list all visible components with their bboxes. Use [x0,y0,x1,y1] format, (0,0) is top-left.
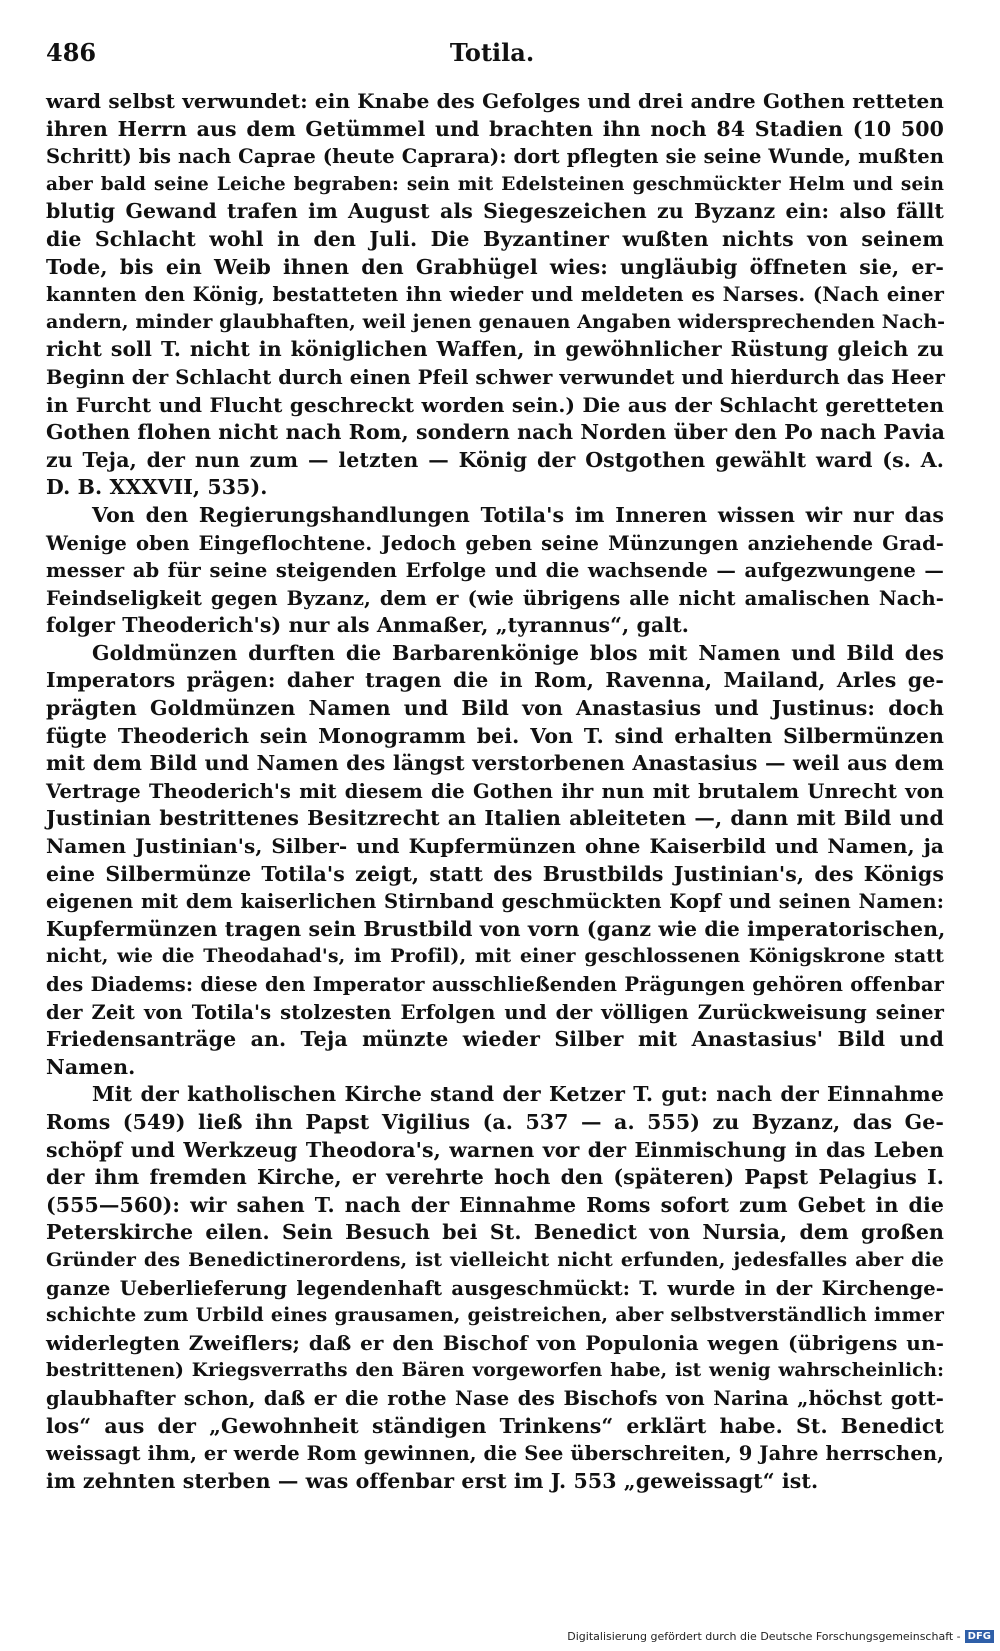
dfg-logo: DFG [965,1630,994,1643]
text-line: schöpf und Werkzeug Theodora's, warnen vor der Einmischung in das Leben [46,1137,944,1162]
text-line: in Furcht und Flucht geschreckt worden sein.) Die aus der Schlacht geretteten [46,392,944,417]
text-line: eigenen mit dem kaiserlichen Stirnband geschmückten Kopf und seinen Namen: [46,890,944,914]
running-title: Totila. [449,38,535,67]
text-line: fügte Theoderich sein Monogramm bei. Von T. sind erhalten Silbermünzen [46,723,944,748]
text-line: glaubhafter schon, daß er die rothe Nase des Bischofs von Narina „höchst gott- [46,1386,944,1410]
text-line: Namen. [46,1054,136,1079]
text-line: Friedensanträge an. Teja münzte wieder Silber mit Anastasius' Bild und [46,1027,944,1052]
text-line: der Zeit von Totila's stolzesten Erfolgen und der völligen Zurückweisung seiner [46,1000,944,1024]
digitization-credit [567,1630,994,1643]
text-line: Schritt) bis nach Caprae (heute Caprara): dort pflegten sie seine Wunde, mußten [46,145,944,169]
text-line: schichte zum Urbild eines grausamen, geistreichen, aber selbstverständlich immer [46,1304,944,1327]
text-line: Namen Justinian's, Silber- und Kupfermünzen ohne Kaiserbild und Namen, ja [46,834,944,859]
text-line: ganze Ueberlieferung legendenhaft ausgeschmückt: T. wurde in der Kirchenge- [46,1276,944,1300]
text-line: messer ab für seine steigenden Erfolge und die wachsende — aufgezwungene — [46,559,944,583]
text-line: Von den Regierungshandlungen Totila's im Inneren wissen wir nur das [92,502,944,527]
text-line: Mit der katholischen Kirche stand der Ketzer T. gut: nach der Einnahme [92,1082,944,1107]
page-header [46,38,938,68]
text-line: prägten Goldmünzen Namen und Bild von Anastasius und Justinus: doch [46,696,944,721]
text-line: D. B. XXXVII, 535). [46,475,268,500]
text-line: der ihm fremden Kirche, er verehrte hoch den (späteren) Papst Pelagius I. [46,1165,944,1190]
credit-text: Digitalisierung gefördert durch die Deutsche Forschungsgemeinschaft - [567,1630,961,1643]
text-line: Feindseligkeit gegen Byzanz, dem er (wie übrigens alle nicht amalischen Nach- [46,586,944,610]
text-line: los“ aus der „Gewohnheit ständigen Trinkens“ erklärt habe. St. Benedict [46,1413,944,1438]
text-line: aber bald seine Leiche begraben: sein mit Edelsteinen geschmückter Helm und sein [46,173,944,195]
text-line: (555—560): wir sahen T. nach der Einnahme Roms sofort zum Gebet in die [46,1192,944,1217]
text-line: Peterskirche eilen. Sein Besuch bei St. Benedict von Nursia, dem großen [46,1220,944,1245]
text-line: eine Silbermünze Totila's zeigt, statt des Brustbilds Justinian's, des Königs [46,861,944,886]
text-line: bestrittenen) Kriegsverraths den Bären vorgeworfen habe, ist wenig wahrscheinlich: [46,1360,944,1382]
text-line: Beginn der Schlacht durch einen Pfeil schwer verwundet und hierdurch das Heer [46,365,946,389]
text-line: folger Theoderich's) nur als Anmaßer, „tyrannus“, galt. [46,613,690,638]
body-text [46,88,944,1495]
text-line: Imperators prägen: daher tragen die in Rom, Ravenna, Mailand, Arles ge- [46,668,944,693]
text-line: andern, minder glaubhaften, weil jenen genauen Angaben widersprechenden Nach- [46,310,946,333]
text-line: weissagt ihm, er werde Rom gewinnen, die See überschreiten, 9 Jahre herrschen, [46,1442,944,1466]
text-line: Vertrage Theoderich's mit diesem die Gothen ihr nun mit brutalem Unrecht von [46,779,944,803]
text-line: richt soll T. nicht in königlichen Waffen, in gewöhnlicher Rüstung gleich zu [46,337,944,362]
text-line: Gründer des Benedictinerordens, ist vielleicht nicht erfunden, jedesfalles aber die [46,1248,944,1271]
text-line: im zehnten sterben — was offenbar erst im J. 553 „geweissagt“ ist. [46,1468,819,1493]
text-line: Roms (549) ließ ihn Papst Vigilius (a. 537 — a. 555) zu Byzanz, das Ge- [46,1109,944,1134]
text-line: ihren Herrn aus dem Getümmel und brachten ihn noch 84 Stadien (10 500 [46,116,944,141]
text-line: die Schlacht wohl in den Juli. Die Byzantiner wußten nichts von seinem [46,226,944,251]
text-line: Goldmünzen durften die Barbarenkönige blos mit Namen und Bild des [92,640,944,665]
text-line: nicht, wie die Theodahad's, im Profil), mit einer geschlossenen Königskrone statt [46,945,944,968]
text-line: widerlegten Zweiflers; daß er den Bischof von Populonia wegen (übrigens un- [46,1330,944,1355]
text-line: Gothen flohen nicht nach Rom, sondern nach Norden über den Po nach Pavia [46,420,946,445]
text-line: Justinian bestrittenes Besitzrecht an Italien ableiteten —, dann mit Bild und [46,806,944,831]
text-line: zu Teja, der nun zum — letzten — König der Ostgothen gewählt ward (s. A. [46,447,944,472]
text-line: Wenige oben Eingeflochtene. Jedoch geben seine Münzungen anziehende Grad- [46,531,944,555]
text-line: blutig Gewand trafen im August als Siegeszeichen zu Byzanz ein: also fällt [46,199,944,224]
text-line: Tode, bis ein Weib ihnen den Grabhügel wies: ungläubig öffneten sie, er- [46,254,944,279]
text-line: Kupfermünzen tragen sein Brustbild von vorn (ganz wie die imperatorischen, [46,916,946,941]
page-number: 486 [46,38,97,67]
text-line: mit dem Bild und Namen des längst verstorbenen Anastasius — weil aus dem [46,751,944,776]
text-line: kannten den König, bestatteten ihn wieder und meldeten es Narses. (Nach einer [46,283,944,307]
text-line: ward selbst verwundet: ein Knabe des Gefolges und drei andre Gothen retteten [46,89,944,113]
text-line: des Diadems: diese den Imperator ausschließenden Prägungen gehören offenbar [46,973,944,996]
